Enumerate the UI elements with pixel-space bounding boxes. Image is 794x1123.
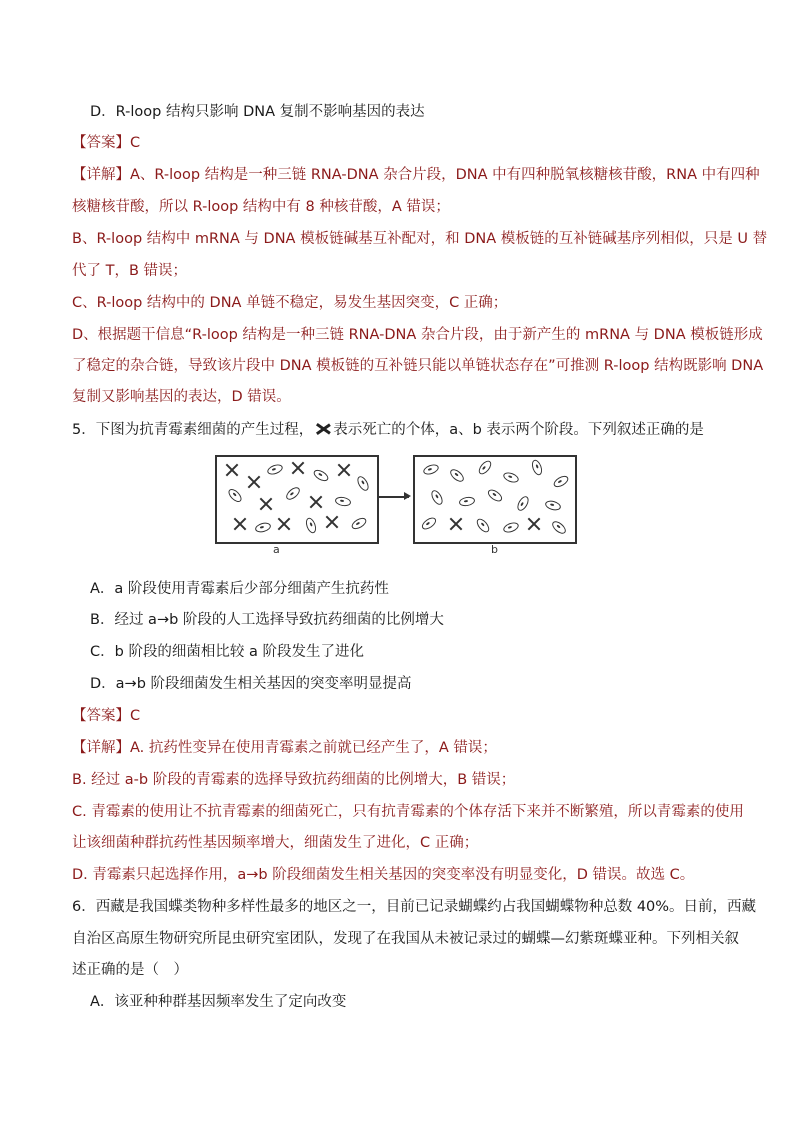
live-bacterium-icon bbox=[486, 487, 504, 504]
live-bacterium-icon bbox=[458, 496, 475, 508]
q5-stem-part2: 表示死亡的个体，a、b 表示两个阶段。下列叙述正确的是 bbox=[333, 422, 704, 438]
dead-bacterium-icon bbox=[449, 517, 463, 531]
stage-a-label: a bbox=[273, 543, 280, 556]
q5-option-a: A．a 阶段使用青霉素后少部分细菌产生抗药性 bbox=[90, 581, 389, 597]
live-bacterium-icon bbox=[515, 494, 531, 512]
q5-option-b: B．经过 a→b 阶段的人工选择导致抗药细菌的比例增大 bbox=[90, 612, 444, 628]
q5-detail-line-4: 让该细菌种群抗药性基因频率增大，细菌发生了进化，C 正确； bbox=[72, 835, 479, 851]
q5-detail-line-5: D. 青霉素只起选择作用，a→b 阶段细菌发生相关基因的突变率没有明显变化，D 错误。故选 C。 bbox=[72, 867, 695, 883]
q5-detail-line-1: 【详解】A. 抗药性变异在使用青霉素之前就已经产生了，A 错误； bbox=[72, 740, 497, 756]
q4-detail-line-2: 核糖核苷酸，所以 R-loop 结构中有 8 种核苷酸，A 错误； bbox=[72, 199, 450, 215]
q5-option-d: D．a→b 阶段细菌发生相关基因的突变率明显提高 bbox=[90, 676, 412, 692]
q5-answer: 【答案】C bbox=[72, 708, 141, 724]
dead-bacterium-icon bbox=[337, 463, 351, 477]
q6-stem-line-3: 述正确的是（ ） bbox=[72, 962, 188, 978]
live-bacterium-icon bbox=[266, 463, 284, 477]
live-bacterium-icon bbox=[334, 496, 351, 508]
live-bacterium-icon bbox=[544, 499, 562, 512]
q4-detail-line-8: 复制又影响基因的表达，D 错误。 bbox=[72, 389, 291, 405]
live-bacterium-icon bbox=[474, 516, 491, 534]
q4-option-d: D．R-loop 结构只影响 DNA 复制不影响基因的表达 bbox=[90, 104, 425, 120]
q6-stem-line-2: 自治区高原生物研究所昆虫研究室团队，发现了在我国从未被记录过的蝴蝶—幻紫斑蝶亚种。下列相关叙 bbox=[72, 931, 739, 947]
q6-stem-line-1: 6．西藏是我国蝶类物种多样性最多的地区之一，目前已记录蝴蝶约占我国蝴蝶物种总数 40%。日前，西藏 bbox=[72, 899, 757, 915]
q4-detail-line-5: C、R-loop 结构中的 DNA 单链不稳定，易发生基因突变，C 正确； bbox=[72, 295, 508, 311]
q4-detail-line-6: D、根据题干信息“R-loop 结构是一种三链 RNA-DNA 杂合片段，由于新产生的 mRNA 与 DNA 模板链形成 bbox=[72, 327, 763, 343]
live-bacterium-icon bbox=[304, 516, 318, 534]
live-bacterium-icon bbox=[448, 467, 466, 484]
dead-bacterium-icon bbox=[309, 495, 323, 509]
q4-answer: 【答案】C bbox=[72, 135, 141, 151]
live-bacterium-icon bbox=[550, 519, 568, 536]
live-bacterium-icon bbox=[476, 458, 493, 476]
dead-bacterium-icon bbox=[233, 517, 247, 531]
q6-option-a: A．该亚种种群基因频率发生了定向改变 bbox=[90, 994, 347, 1010]
q4-detail-line-3: B、R-loop 结构中 mRNA 与 DNA 模板链碱基互补配对，和 DNA 模板链的互补链碱基序列相似，只是 U 替 bbox=[72, 231, 768, 247]
bacteria-figure bbox=[215, 455, 515, 560]
q5-stem bbox=[72, 420, 704, 440]
stage-b-label: b bbox=[491, 543, 498, 556]
live-bacterium-icon bbox=[429, 488, 445, 506]
live-bacterium-icon bbox=[420, 515, 438, 532]
dead-bacterium-icon bbox=[325, 515, 339, 529]
dead-bacterium-icon bbox=[247, 475, 261, 489]
live-bacterium-icon bbox=[530, 458, 544, 476]
stage-arrow bbox=[379, 496, 409, 498]
q5-detail-line-2: B. 经过 a-b 阶段的青霉素的选择导致抗药细菌的比例增大，B 错误； bbox=[72, 772, 516, 788]
live-bacterium-icon bbox=[502, 471, 520, 485]
dead-bacterium-icon bbox=[225, 463, 239, 477]
q4-detail-line-7: 了稳定的杂合链，导致该片段中 DNA 模板链的互补链只能以单链状态存在”可推测 R-loop 结构既影响 DNA bbox=[72, 358, 764, 374]
live-bacterium-icon bbox=[284, 485, 302, 502]
live-bacterium-icon bbox=[355, 474, 371, 492]
live-bacterium-icon bbox=[226, 487, 244, 505]
q4-detail-line-4: 代了 T，B 错误； bbox=[72, 263, 188, 279]
q5-detail-line-3: C. 青霉素的使用让不抗青霉素的细菌死亡，只有抗青霉素的个体存活下来并不断繁殖，所以青霉素的使用 bbox=[72, 804, 744, 820]
dead-bacterium-icon bbox=[291, 461, 305, 475]
live-bacterium-icon bbox=[312, 468, 330, 484]
live-bacterium-icon bbox=[254, 521, 272, 534]
q5-stem-part1: 5．下图为抗青霉素细菌的产生过程， bbox=[72, 422, 314, 438]
dead-bacterium-icon bbox=[315, 423, 331, 435]
stage-a-panel bbox=[215, 455, 379, 544]
dead-bacterium-icon bbox=[527, 517, 541, 531]
stage-b-panel bbox=[413, 455, 577, 544]
dead-bacterium-icon bbox=[277, 517, 291, 531]
dead-bacterium-icon bbox=[259, 497, 273, 511]
live-bacterium-icon bbox=[552, 474, 570, 490]
live-bacterium-icon bbox=[502, 521, 520, 535]
q5-option-c: C．b 阶段的细菌相比较 a 阶段发生了进化 bbox=[90, 644, 365, 660]
live-bacterium-icon bbox=[422, 463, 440, 477]
q4-detail-line-1: 【详解】A、R-loop 结构是一种三链 RNA-DNA 杂合片段，DNA 中有四种脱氧核糖核苷酸，RNA 中有四种 bbox=[72, 167, 760, 183]
live-bacterium-icon bbox=[350, 516, 368, 532]
